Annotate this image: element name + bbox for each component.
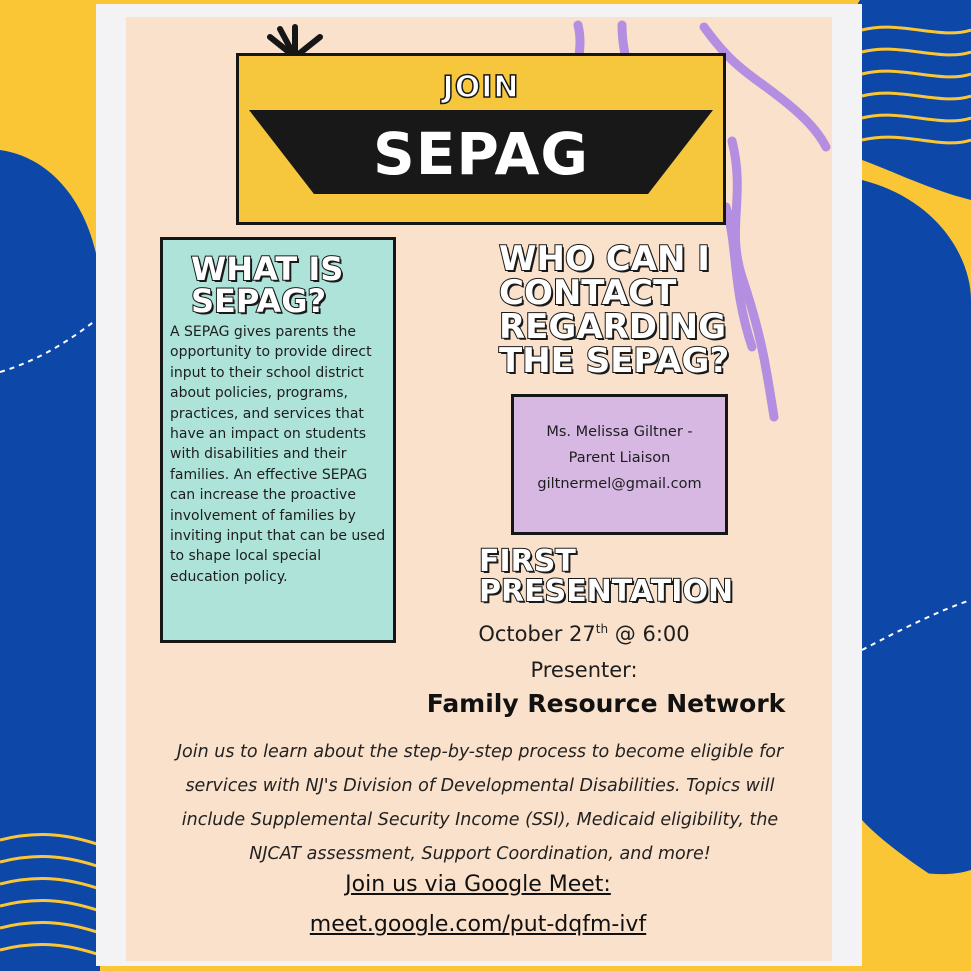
date-suffix: th [595,622,609,636]
banner-join-text: JOIN [442,70,520,105]
date-month-day: October 27 [478,622,596,646]
what-heading-line1: WHAT IS [191,250,344,288]
description-line1: Join us to learn about the step-by-step process to become eligible for [176,742,784,762]
presenter-name: Family Resource Network [426,689,786,718]
poster-frame [96,4,862,966]
presenter-label: Presenter: [530,658,638,682]
description-line2: services with NJ's Division of Developmental Disabilities. Topics will [185,776,775,796]
what-is-sepag-box [160,237,396,643]
presentation-description [140,735,820,871]
presentation-date [426,622,742,646]
google-meet-link[interactable]: meet.google.com/put-dqfm-ivf [309,912,647,937]
description-line3: include Supplemental Security Income (SSI), Medicaid eligibility, the [181,810,779,830]
blue-blob-right [862,180,971,900]
presentation-time: @ 6:00 [614,622,690,646]
contact-box [511,394,728,535]
contact-role: Parent Liaison [568,450,671,466]
who-heading-line1: WHO CAN I [499,239,710,279]
who-heading-line2: CONTACT [499,273,677,313]
banner-title: SEPAG [372,120,590,188]
poster-content [126,17,832,961]
what-heading-line2: SEPAG? [191,282,327,320]
blue-blob-left [0,150,102,971]
first-heading-line1: FIRST [479,544,576,579]
join-banner [236,53,726,225]
who-heading-line4: THE SEPAG? [499,341,730,381]
first-presentation-heading [479,544,769,609]
google-meet-label: Join us via Google Meet: [345,872,611,897]
contact-name: Ms. Melissa Giltner - [546,424,693,440]
contact-email[interactable]: giltnermel@gmail.com [537,476,702,492]
who-can-i-contact-heading [499,239,799,381]
description-line4: NJCAT assessment, Support Coordination, and more! [249,844,711,864]
who-heading-line3: REGARDING [499,307,727,347]
first-heading-line2: PRESENTATION [479,574,734,609]
what-is-body: A SEPAG gives parents the opportunity to provide direct input to their school district about policies, programs, practices, and services that have an impact on students with disabilities and their families. An effective SEPAG can increase the proactive involvement of families by inviting input that can be used to shape local special education policy. [170,324,386,585]
what-is-heading [191,250,391,320]
